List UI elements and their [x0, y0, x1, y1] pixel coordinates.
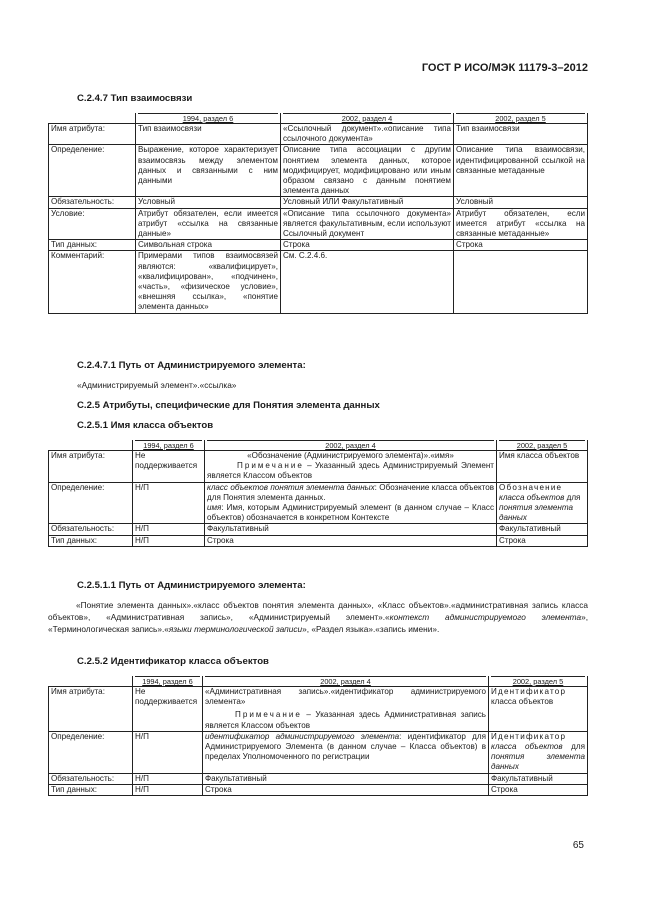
standard-id: ГОСТ Р ИСО/МЭК 11179-3–2012 [421, 62, 588, 74]
col-header-1994: 1994, раздел 6 [138, 113, 278, 123]
col-header-2002-5: 2002, раздел 5 [491, 676, 585, 686]
table-c251 [48, 440, 588, 547]
row-label: Тип данных: [49, 535, 133, 546]
cell-2002-5: Строка [454, 240, 588, 251]
italic-term: понятия элемента данных [491, 752, 585, 772]
cell-2002-4: Строка [205, 535, 497, 546]
table-row [49, 535, 588, 546]
cell-1994: Тип взаимосвязи [136, 124, 281, 145]
heading-c25: С.2.5 Атрибуты, специфические для Понятия элемента данных [77, 400, 380, 411]
row-label: Обязательность: [49, 773, 133, 784]
italic-term: класс объектов понятия элемента данных [207, 482, 375, 492]
page-number: 65 [572, 840, 584, 851]
cell-1994: Н/П [133, 535, 205, 546]
table-row [49, 784, 588, 795]
table-row [49, 145, 588, 197]
cell-1994: Атрибут обязателен, если имеется атрибут «ссылка на связанные данные» [136, 208, 281, 240]
spaced-term: Обозначение [499, 482, 563, 492]
col-header-2002-4: 2002, раздел 4 [207, 440, 494, 450]
col-header-2002-4: 2002, раздел 4 [205, 676, 486, 686]
col-header-2002-5: 2002, раздел 5 [499, 440, 585, 450]
cell-2002-4: «Описание типа ссылочного документа» является факультативным, если используют Ссылочный документ [281, 208, 454, 240]
row-label: Имя атрибута: [49, 124, 136, 145]
cell-2002-4 [203, 687, 489, 732]
note [207, 461, 494, 481]
path-text: », «Раздел языка».«запись имени». [302, 624, 440, 634]
row-label: Определение: [49, 731, 133, 773]
table-row [49, 251, 588, 313]
cell-1994: Н/П [133, 482, 205, 524]
cell-2002-5: Строка [497, 535, 588, 546]
cell-text: : Обозначение класса объектов для Понятия элемента данных. [207, 482, 494, 502]
row-label: Определение: [49, 482, 133, 524]
cell-2002-5 [497, 482, 588, 524]
note-text: – Указанная здесь Административная запись является Классом объектов [205, 710, 487, 730]
cell-1994: Выражение, которое характеризует взаимосвязь между элементом данных и связанными с ним данными [136, 145, 281, 197]
table-row [49, 240, 588, 251]
table-row [49, 687, 588, 732]
cell-1994: Не поддерживается [133, 687, 203, 732]
cell-2002-5: Строка [489, 784, 588, 795]
cell-2002-5 [454, 251, 588, 313]
row-label: Комментарий: [49, 251, 136, 313]
heading-c247: С.2.4.7 Тип взаимосвязи [77, 93, 193, 104]
table-row [49, 524, 588, 535]
cell-2002-5: Тип взаимосвязи [454, 124, 588, 145]
cell-1994: Н/П [133, 731, 203, 773]
cell-2002-4 [205, 482, 497, 524]
cell-text: : идентификатор для Администрируемого Элемента (в данном случае – Класса объектов) в пределах Уполномоченного по регистрации [205, 731, 486, 762]
italic-term: контекст администрируемого элемента [389, 612, 582, 622]
path-text: », «Терминологическая запись».« [48, 612, 588, 634]
note-label: Примечание [235, 710, 302, 720]
cell-2002-4: Факультативный [203, 773, 489, 784]
heading-c251: С.2.5.1 Имя класса объектов [77, 420, 214, 431]
cell-1994: Н/П [133, 784, 203, 795]
cell-2002-5: Факультативный [497, 524, 588, 535]
italic-term: имя [207, 503, 222, 513]
row-label: Имя атрибута: [49, 451, 133, 483]
table-header-row [49, 440, 588, 451]
col-header-2002-4: 2002, раздел 4 [283, 113, 451, 123]
note [205, 710, 486, 730]
cell-2002-5: Факультативный [489, 773, 588, 784]
path-c2471: «Администрируемый элемент».«ссылка» [77, 380, 237, 390]
cell-2002-4: Условный ИЛИ Факультативный [281, 197, 454, 208]
italic-term: класса объектов [499, 492, 565, 502]
cell-1994: Примерами типов взаимосвязей являются: «квалифицирует», «квалифицирован», «подчинен», «часть», «физическое условие», «внешняя ссылка», «понятие элемента данных» [136, 251, 281, 313]
path-text: «Понятие элемента данных».«класс объектов понятия элемента данных», «Класс объектов».«административная запись класса объектов», «Административная запись», «Администрируемый элемент».« [48, 600, 588, 622]
row-label: Имя атрибута: [49, 687, 133, 732]
cell-2002-5 [489, 687, 588, 732]
col-header-2002-5: 2002, раздел 5 [456, 113, 585, 123]
heading-c252: С.2.5.2 Идентификатор класса объектов [77, 656, 269, 667]
table-row [49, 482, 588, 524]
note-label: Примечание [237, 461, 304, 471]
table-row [49, 451, 588, 483]
cell-2002-5: Описание типа взаимосвязи, идентифицированной ссылкой на связанные метаданные [454, 145, 588, 197]
col-header-1994: 1994, раздел 6 [135, 440, 202, 450]
row-label: Обязательность: [49, 197, 136, 208]
cell-2002-4 [203, 731, 489, 773]
row-label: Тип данных: [49, 784, 133, 795]
table-row [49, 197, 588, 208]
heading-c2471: С.2.4.7.1 Путь от Администрируемого элемента: [77, 360, 306, 371]
cell-main-text: «Обозначение (Администрируемого элемента)».«имя» [247, 451, 454, 460]
note-text: – Указанный здесь Администрируемый Элемент является Классом объектов [207, 461, 494, 481]
cell-2002-5 [489, 731, 588, 773]
cell-2002-5: Условный [454, 197, 588, 208]
table-row [49, 731, 588, 773]
cell-1994: Символьная строка [136, 240, 281, 251]
cell-text: для [562, 742, 585, 752]
path-c2511 [48, 599, 588, 635]
cell-2002-4: См. С.2.4.6. [281, 251, 454, 313]
spaced-term: Идентификатор [491, 687, 567, 696]
table-row [49, 773, 588, 784]
table-c252 [48, 676, 588, 796]
italic-term: понятия элемента данных [499, 503, 573, 523]
cell-2002-4: Строка [203, 784, 489, 795]
cell-text: : Имя, которым Администрируемый элемент (в данном случае – Класс объектов) обозначается в конкретном Контексте [207, 503, 494, 523]
cell-2002-4 [205, 451, 497, 483]
col-header-1994: 1994, раздел 6 [135, 676, 200, 686]
row-label: Определение: [49, 145, 136, 197]
cell-2002-4: Описание типа ассоциации с другим понятием элемента данных, которое модифицирует, модифицировано или иным образом связано с данным понятием элемента данных [281, 145, 454, 197]
cell-1994: Н/П [133, 773, 203, 784]
italic-term: класса объектов [491, 742, 563, 752]
row-label: Обязательность: [49, 524, 133, 535]
cell-2002-5: Атрибут обязателен, если имеется атрибут «ссылка на связанные метаданные» [454, 208, 588, 240]
table-row [49, 208, 588, 240]
italic-term: языки терминологической записи [168, 624, 303, 634]
cell-main-text: «Административная запись».«идентификатор администрируемого элемента» [205, 687, 486, 707]
table-row [49, 124, 588, 145]
cell-1994: Условный [136, 197, 281, 208]
cell-text: для [564, 492, 581, 502]
table-c247 [48, 113, 588, 314]
cell-2002-4: Факультативный [205, 524, 497, 535]
cell-1994: Не поддерживается [133, 451, 205, 483]
cell-2002-5: Имя класса объектов [497, 451, 588, 483]
heading-c2511: С.2.5.1.1 Путь от Администрируемого элемента: [77, 580, 306, 591]
cell-2002-4: Строка [281, 240, 454, 251]
cell-1994: Н/П [133, 524, 205, 535]
table-header-row [49, 113, 588, 124]
row-label: Тип данных: [49, 240, 136, 251]
spaced-term: Идентификатор [491, 731, 567, 741]
italic-term: идентификатор администрируемого элемента [205, 731, 400, 741]
cell-2002-4: «Ссылочный документ».«описание типа ссылочного документа» [281, 124, 454, 145]
table-header-row [49, 676, 588, 687]
cell-text: класса объектов [491, 697, 554, 707]
row-label: Условие: [49, 208, 136, 240]
